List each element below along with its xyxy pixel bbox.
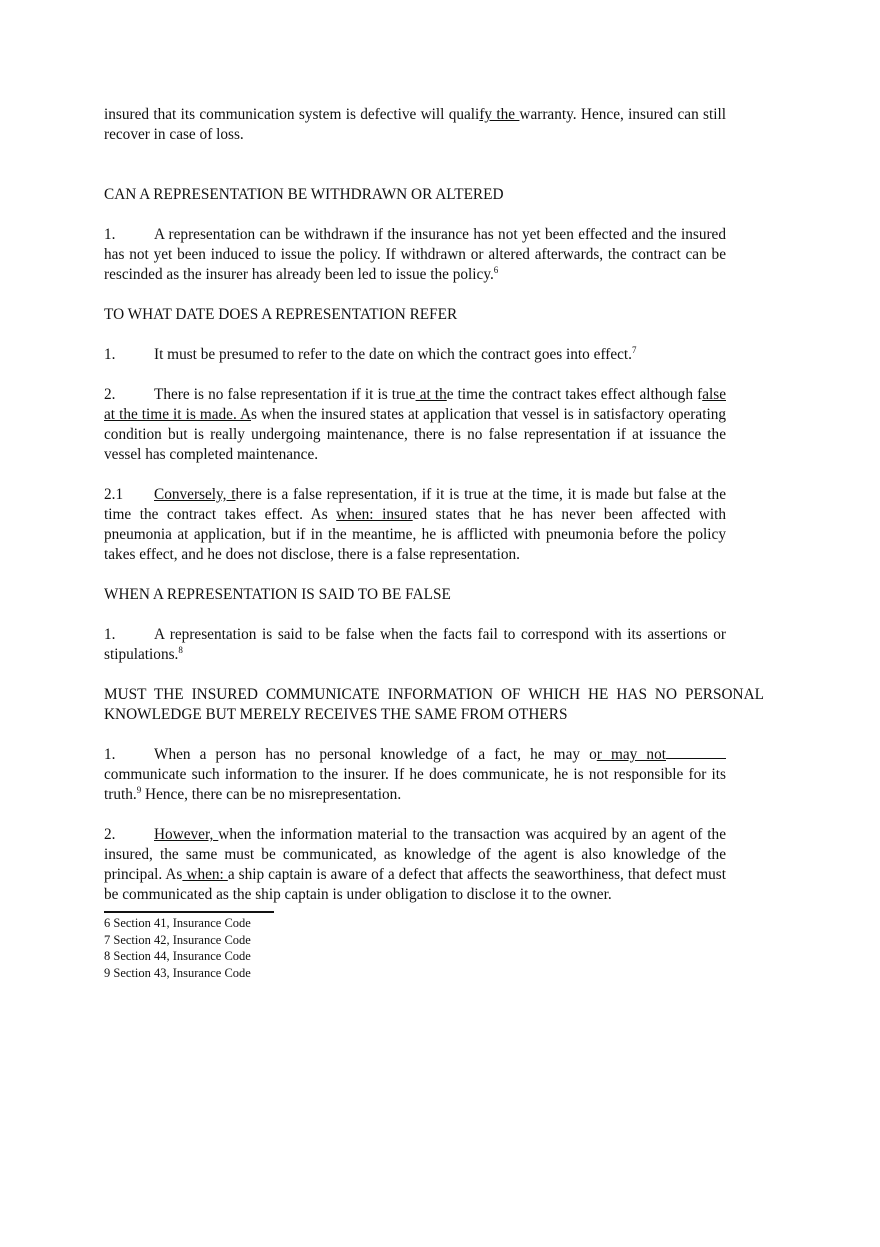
paragraph-number: 1. (104, 626, 116, 643)
paragraph-text: e time the contract takes effect although f (446, 386, 703, 403)
intro-text-a: insured that its communication system is defective will quali (104, 106, 480, 123)
underlined-text: alse at the time it is made. A (104, 386, 726, 423)
paragraph-number: 2.1 (104, 486, 124, 503)
paragraph-text: when the information material to the transaction was acquired by an agent of the insured, the same must be communicated, as knowledge of the agent is also knowledge of the principal. As (104, 826, 726, 883)
intro-underlined: fy the (479, 106, 520, 123)
intro-text-b: warranty. Hence, insured can still recover in case of loss. (104, 106, 726, 143)
footnote-ref: 9 (136, 784, 142, 795)
paragraph-text: When a person has no personal knowledge of a fact, he may o (154, 746, 597, 763)
paragraph-date-2 (104, 385, 726, 465)
paragraph-number: 1. (104, 226, 116, 243)
paragraph-number: 1. (104, 346, 116, 363)
paragraph-text: There is no false representation if it is true (154, 386, 416, 403)
paragraph-knowledge-2 (104, 825, 726, 905)
underlined-text: Conversely, t (154, 486, 236, 503)
paragraph-text: s when the insured states at application that vessel is in satisfactory operating condition but is really undergoing maintenance, there is no false representation if at issuance the vessel has completed maintenance. (104, 406, 726, 463)
paragraph-date-1 (104, 345, 726, 365)
section-heading-knowledge: MUST THE INSURED COMMUNICATE INFORMATION OF WHICH HE HAS NO PERSONAL KNOWLEDGE BUT MERELY RECEIVES THE SAME FROM OTHERS (104, 686, 764, 723)
section-heading-withdrawn: CAN A REPRESENTATION BE WITHDRAWN OR ALTERED (104, 186, 504, 203)
paragraph-text: It must be presumed to refer to the date on which the contract goes into effect. (154, 346, 633, 363)
paragraph-number: 1. (104, 746, 116, 763)
paragraph-number: 2. (104, 826, 116, 843)
underlined-text: r may not (596, 746, 666, 763)
underline-blank (666, 757, 726, 759)
footnote-9: 9 Section 43, Insurance Code (104, 965, 251, 980)
paragraph-knowledge-1 (104, 745, 726, 805)
paragraph-withdrawn-1 (104, 225, 726, 285)
intro-paragraph (104, 105, 726, 145)
footnote-ref: 7 (632, 344, 637, 355)
footnote-8: 8 Section 44, Insurance Code (104, 949, 251, 963)
footnote-6: 6 Section 41, Insurance Code (104, 916, 251, 930)
underlined-text: at th (415, 386, 447, 403)
footnote-7: 7 Section 42, Insurance Code (104, 932, 251, 947)
paragraph-text: ed states that he has never been affected with pneumonia at application, but if in the meantime, he is afflicted with pneumonia before the policy takes effect, and he does not disclose, there is a false representation. (104, 506, 726, 563)
paragraph-text: A representation can be withdrawn if the insurance has not yet been effected and the insured has not yet been induced to issue the policy. If withdrawn or altered afterwards, the contract can be rescinded as the insurer has already been led to issue the policy. (104, 226, 726, 283)
paragraph-date-2-1 (104, 485, 726, 565)
underlined-text: when: (182, 866, 228, 883)
footnote-ref: 8 (178, 644, 183, 655)
paragraph-text: A representation is said to be false when the facts fail to correspond with its assertions or stipulations. (104, 626, 726, 663)
section-heading-false: WHEN A REPRESENTATION IS SAID TO BE FALSE (104, 586, 451, 603)
paragraph-false-1 (104, 625, 726, 665)
paragraph-text: Hence, there can be no misrepresentation. (141, 786, 402, 803)
document-page (104, 105, 764, 981)
section-heading-date: TO WHAT DATE DOES A REPRESENTATION REFER (104, 306, 458, 323)
paragraph-text: a ship captain is aware of a defect that affects the seaworthiness, that defect must be communicated as the ship captain is under obligation to disclose it to the owner. (104, 866, 726, 903)
footnotes (104, 915, 726, 981)
footnote-divider (104, 911, 274, 913)
paragraph-text: communicate such information to the insurer. If he does communicate, he is not responsible for its truth. (104, 766, 726, 803)
paragraph-number: 2. (104, 386, 116, 403)
underlined-text: when: insur (336, 506, 413, 523)
underlined-text: However, (154, 826, 219, 843)
footnote-ref: 6 (493, 264, 499, 275)
paragraph-text: here is a false representation, if it is true at the time, it is made but false at the time the contract takes effect. As (104, 486, 726, 523)
